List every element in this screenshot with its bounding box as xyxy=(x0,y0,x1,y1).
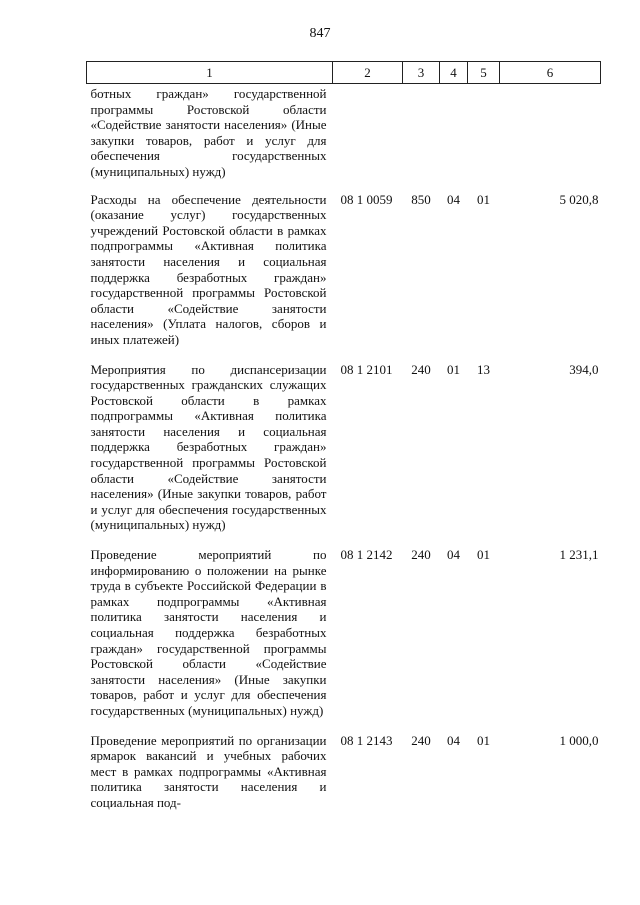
table-row xyxy=(87,84,601,192)
table-row xyxy=(87,547,601,733)
table-row xyxy=(87,733,601,825)
page-number: 847 xyxy=(309,26,331,41)
row-target-code: 08 1 0059 xyxy=(340,191,393,207)
row-description: Проведение мероприятий по информированию о положении на рынке труда в субъекте Российской Федерации в рамках подпрограммы «Активная политика занятости населения и социальная поддержка безработных граждан» государственной программы Ростовской области «Содействие занятости населения» (Иные закупки товаров, работ и услуг для обеспечения государственных (муниципальных) нужд) xyxy=(90,547,327,718)
row-subsection: 01 xyxy=(477,732,490,748)
row-amount: 394,0 xyxy=(569,361,599,377)
row-section: 04 xyxy=(447,732,460,748)
row-description: ботных граждан» государственной программы Ростовской области «Содействие занятости населения» (Иные закупки товаров, работ и услуг для обеспечения государственных (муниципальных) нужд) xyxy=(90,86,327,179)
header-col-4: 4 xyxy=(440,62,468,84)
table-body xyxy=(87,84,601,825)
header-col-3: 3 xyxy=(403,62,440,84)
table-row xyxy=(87,362,601,548)
row-subsection xyxy=(468,84,500,192)
row-expense-type: 240 xyxy=(411,361,431,377)
row-target-code: 08 1 2101 xyxy=(340,361,393,377)
row-expense-type xyxy=(403,84,440,192)
row-target-code: 08 1 2142 xyxy=(340,547,393,563)
table-row xyxy=(87,192,601,362)
row-amount: 1 000,0 xyxy=(559,732,599,748)
header-col-2: 2 xyxy=(333,62,403,84)
row-description: Расходы на обеспечение деятельности (оказание услуг) государственных учреждений Ростовской области в рамках подпрограммы «Активная политика занятости населения и социальная поддержка безработных граждан» государственной программы Ростовской области «Содействие занятости населения» (Уплата налогов, сборов и иных платежей) xyxy=(90,191,327,347)
header-col-5: 5 xyxy=(468,62,500,84)
row-section: 04 xyxy=(447,191,460,207)
table-header xyxy=(87,62,601,84)
header-col-6: 6 xyxy=(500,62,601,84)
row-expense-type: 240 xyxy=(411,732,431,748)
row-section xyxy=(440,84,468,192)
row-expense-type: 850 xyxy=(411,191,431,207)
row-subsection: 01 xyxy=(477,547,490,563)
row-amount xyxy=(500,84,601,192)
header-col-1: 1 xyxy=(87,62,333,84)
header-row xyxy=(87,62,601,84)
row-expense-type: 240 xyxy=(411,547,431,563)
row-description: Мероприятия по диспансеризации государственных гражданских служащих Ростовской области в рамках подпрограммы «Активная политика занятости населения и социальная поддержка безработных граждан» государственной программы Ростовской области «Содействие занятости населения» (Иные закупки товаров, работ и услуг для обеспечения государственных (муниципальных) нужд) xyxy=(90,361,327,533)
row-section: 01 xyxy=(447,361,460,377)
row-amount: 1 231,1 xyxy=(559,547,599,563)
row-target-code xyxy=(333,84,403,192)
row-section: 04 xyxy=(447,547,460,563)
row-amount: 5 020,8 xyxy=(559,191,599,207)
row-subsection: 13 xyxy=(477,361,490,377)
row-description: Проведение мероприятий по организации ярмарок вакансий и учебных рабочих мест в рамках подпрограммы «Активная политика занятости населения и социальная под- xyxy=(90,732,327,810)
row-subsection: 01 xyxy=(477,191,490,207)
row-target-code: 08 1 2143 xyxy=(340,732,393,748)
budget-table xyxy=(86,61,601,825)
